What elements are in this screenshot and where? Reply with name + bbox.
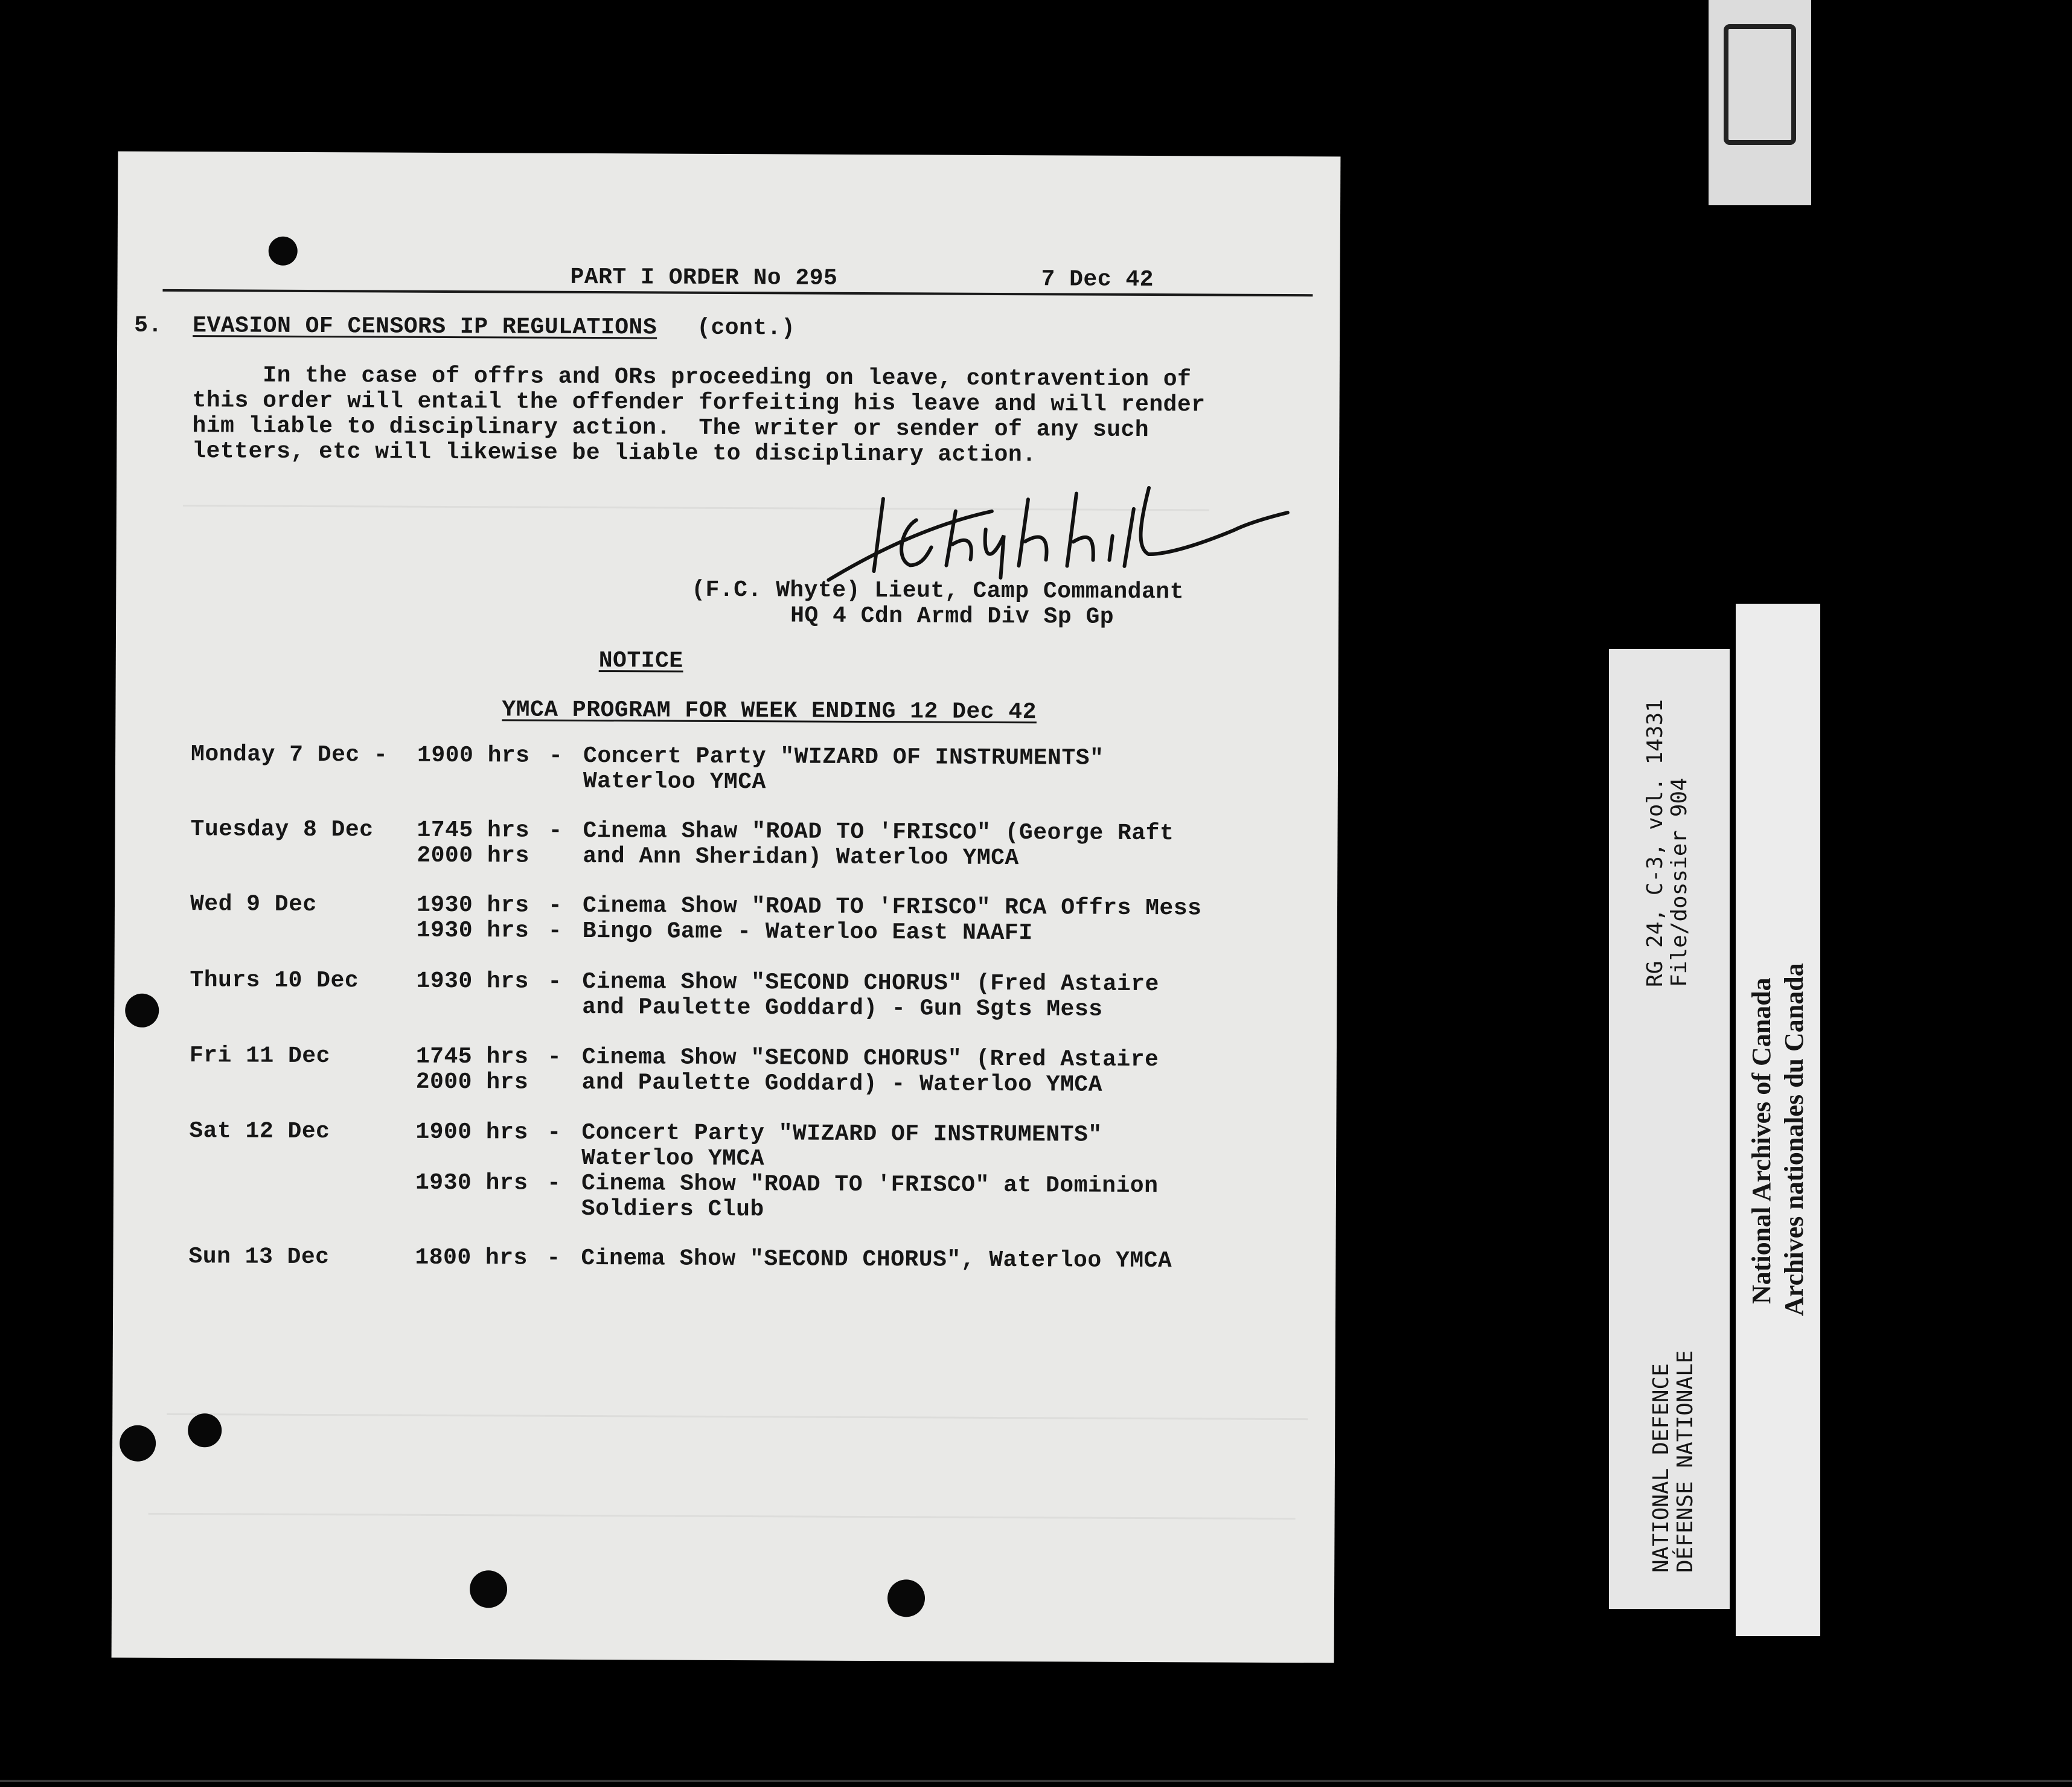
schedule-day: Fri 11 Dec [189, 1043, 331, 1070]
section-number: 5. [134, 312, 162, 339]
schedule-day: Sun 13 Dec [188, 1244, 330, 1271]
schedule-time: 1930 hrs [416, 968, 529, 995]
punch-hole [269, 237, 298, 266]
document-page [112, 152, 1341, 1663]
schedule-dash: - [548, 892, 563, 919]
order-number: PART I ORDER No 295 [570, 264, 838, 292]
archive-reference-strip [1609, 649, 1730, 1609]
paragraph-line: him liable to disciplinary action. The writer or sender of any such [192, 413, 1150, 444]
paragraph-line: In the case of offrs and ORs proceeding on leave, contravention of [192, 362, 1192, 393]
schedule-day: Monday 7 Dec - [191, 741, 388, 769]
schedule-dash: - [547, 1044, 562, 1070]
punch-hole [188, 1413, 222, 1447]
schedule-dash: - [548, 817, 563, 844]
schedule-time: 1745 hrs [417, 817, 530, 844]
schedule-event: Cinema Shaw "ROAD TO 'FRISCO" (George Raft [583, 817, 1174, 847]
schedule-event: Cinema Show "ROAD TO 'FRISCO" RCA Offrs Mess [582, 892, 1202, 922]
archive-reference-line: RG 24, C-3, vol. 14331 [1643, 699, 1668, 987]
schedule-event: and Paulette Goddard) - Waterloo YMCA [581, 1069, 1103, 1098]
signature-unit: HQ 4 Cdn Armd Div Sp Gp [790, 603, 1114, 630]
schedule-dash: - [547, 1119, 561, 1146]
schedule-time: 2000 hrs [415, 1069, 529, 1096]
archives-name: Archives nationales du Canada [1779, 963, 1809, 1316]
film-frame-marker [1709, 0, 1811, 205]
archives-name: National Archives of Canada [1747, 977, 1776, 1304]
schedule-event: Waterloo YMCA [583, 768, 766, 796]
notice-subheading: YMCA PROGRAM FOR WEEK ENDING 12 Dec 42 [502, 697, 1037, 726]
schedule-event: and Ann Sheridan) Waterloo YMCA [583, 843, 1019, 872]
schedule-dash: - [546, 1170, 561, 1197]
schedule-dash: - [548, 968, 562, 995]
section-suffix: (cont.) [697, 315, 796, 342]
paragraph-line: this order will entail the offender forfeiting his leave and will render [192, 388, 1206, 418]
section-title: EVASION OF CENSORS IP REGULATIONS [193, 313, 657, 341]
punch-hole [120, 1425, 156, 1462]
signature-name: (F.C. Whyte) Lieut, Camp Commandant [691, 577, 1185, 606]
punch-hole [887, 1579, 925, 1617]
schedule-event: Cinema Show "SECOND CHORUS" (Fred Astaire [582, 968, 1159, 998]
schedule-day: Tuesday 8 Dec [190, 816, 374, 843]
schedule-event: Cinema Show "ROAD TO 'FRISCO" at Dominion [581, 1170, 1159, 1200]
schedule-day: Thurs 10 Dec [190, 967, 359, 994]
schedule-event: and Paulette Goddard) - Gun Sgts Mess [582, 994, 1103, 1023]
schedule-time: 2000 hrs [417, 842, 529, 869]
schedule-time: 1900 hrs [415, 1119, 528, 1146]
schedule-day: Wed 9 Dec [190, 891, 317, 918]
schedule-time: 1745 hrs [415, 1043, 529, 1070]
schedule-time: 1930 hrs [416, 892, 529, 919]
punch-hole [470, 1570, 507, 1608]
schedule-dash: - [546, 1245, 561, 1271]
notice-heading: NOTICE [598, 648, 683, 674]
schedule-event: Soldiers Club [581, 1195, 764, 1223]
schedule-time: 1800 hrs [415, 1244, 528, 1271]
department-line: DÉFENSE NATIONALE [1673, 1350, 1698, 1573]
schedule-event: Cinema Show "SECOND CHORUS" (Rred Astaire [581, 1044, 1159, 1073]
schedule-day: Sat 12 Dec [189, 1118, 330, 1145]
schedule-time: 1930 hrs [416, 917, 529, 944]
paragraph-line: letters, etc will likewise be liable to disciplinary action. [192, 438, 1037, 468]
schedule-event: Bingo Game - Waterloo East NAAFI [582, 918, 1033, 947]
schedule-event: Waterloo YMCA [581, 1145, 765, 1172]
department-line: NATIONAL DEFENCE [1649, 1363, 1674, 1573]
order-date: 7 Dec 42 [1041, 266, 1154, 293]
schedule-event: Cinema Show "SECOND CHORUS", Waterloo YMCA [581, 1245, 1172, 1274]
schedule-time: 1900 hrs [417, 742, 530, 769]
schedule-dash: - [548, 918, 563, 944]
film-edge [0, 1780, 2072, 1782]
schedule-time: 1930 hrs [415, 1169, 528, 1197]
schedule-dash: - [548, 743, 563, 769]
archives-canada-strip [1736, 604, 1820, 1636]
punch-hole [125, 994, 159, 1028]
schedule-event: Concert Party "WIZARD OF INSTRUMENTS" [581, 1119, 1102, 1148]
archive-reference-line: File/dossier 904 [1667, 778, 1692, 987]
schedule-event: Concert Party "WIZARD OF INSTRUMENTS" [583, 743, 1104, 772]
